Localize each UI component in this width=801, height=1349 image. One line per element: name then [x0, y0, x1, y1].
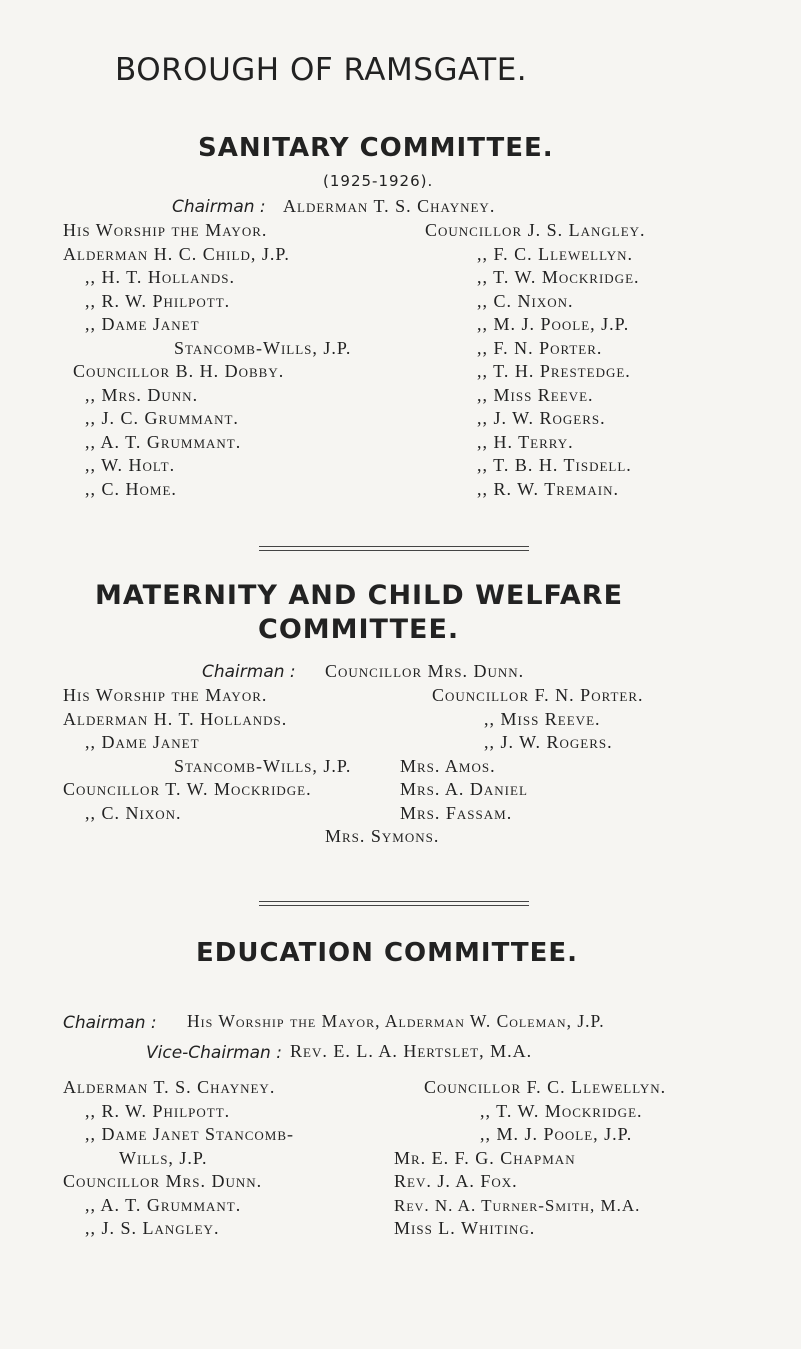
page-title: BOROUGH OF RAMSGATE. [115, 52, 528, 88]
list-item: Councillor T. W. Mockridge. [63, 779, 312, 799]
list-item: ,, J. W. Rogers. [484, 732, 613, 752]
list-item: ,, H. Terry. [477, 431, 574, 452]
maternity-heading-line2: COMMITTEE. [258, 614, 460, 645]
maternity-chair-name: Councillor Mrs. Dunn. [325, 661, 525, 681]
list-item: ,, J. W. Rogers. [477, 408, 606, 428]
list-item: Rev. J. A. Fox. [394, 1171, 518, 1191]
maternity-heading-line1: MATERNITY AND CHILD WELFARE [95, 580, 624, 611]
list-item: ,, C. Nixon. [85, 802, 182, 823]
list-item: ,, Miss Reeve. [484, 708, 601, 729]
list-item: Alderman T. S. Chayney. [63, 1077, 276, 1097]
list-item: Mr. E. F. G. Chapman [394, 1147, 576, 1168]
education-vice-label: Vice-Chairman : [146, 1043, 282, 1063]
maternity-chair-label: Chairman : [202, 662, 296, 682]
list-item: ,, T. W. Mockridge. [480, 1100, 643, 1121]
list-item: Mrs. Fassam. [400, 802, 513, 823]
list-item: ,, J. S. Langley. [85, 1218, 220, 1238]
list-item: ,, Dame Janet Stancomb- [85, 1124, 295, 1144]
list-item: ,, F. N. Porter. [477, 337, 603, 358]
education-chair-label: Chairman : [63, 1013, 157, 1033]
list-item: ,, M. J. Poole, J.P. [480, 1124, 633, 1144]
list-item: ,, W. Holt. [85, 455, 176, 475]
list-item: ,, M. J. Poole, J.P. [477, 314, 630, 334]
sanitary-chair-label: Chairman : [172, 197, 266, 217]
list-item: ,, A. T. Grummant. [85, 1194, 242, 1215]
sanitary-years: (1925-1926). [323, 172, 434, 190]
sanitary-left-list [63, 219, 351, 501]
divider [259, 901, 529, 902]
list-item: Councillor Mrs. Dunn. [63, 1171, 263, 1191]
list-item: ,, A. T. Grummant. [85, 431, 242, 452]
list-item: ,, R. W. Philpott. [85, 290, 231, 311]
list-item: Miss L. Whiting. [394, 1218, 536, 1238]
list-item: ,, T. H. Prestedge. [477, 361, 631, 381]
list-item: His Worship the Mayor. [63, 220, 268, 240]
list-item: His Worship the Mayor. [63, 685, 268, 705]
list-item: Wills, J.P. [119, 1147, 208, 1168]
education-vice-name: Rev. E. L. A. Hertslet, M.A. [290, 1041, 533, 1061]
maternity-right-list [400, 684, 644, 825]
list-item: ,, H. T. Hollands. [85, 267, 235, 287]
list-item: Rev. N. A. Turner-Smith, M.A. [394, 1195, 641, 1215]
list-item: Mrs. Amos. [400, 755, 496, 776]
divider [259, 905, 529, 906]
sanitary-heading: SANITARY COMMITTEE. [198, 133, 554, 163]
list-item: Councillor J. S. Langley. [425, 220, 646, 240]
list-item: ,, Dame Janet [85, 732, 200, 752]
list-item: ,, J. C. Grummant. [85, 408, 239, 428]
list-item: Alderman H. C. Child, J.P. [63, 243, 290, 264]
list-item: ,, R. W. Tremain. [477, 478, 619, 499]
list-item: ,, T. B. H. Tisdell. [477, 455, 632, 475]
list-item: Councillor F. C. Llewellyn. [424, 1077, 667, 1097]
list-item: Mrs. A. Daniel [400, 779, 528, 799]
list-item: ,, Dame Janet [85, 314, 200, 334]
list-item: Stancomb-Wills, J.P. [174, 755, 352, 776]
list-item: Councillor B. H. Dobby. [73, 361, 285, 381]
education-left-list [63, 1076, 294, 1241]
list-item: Alderman H. T. Hollands. [63, 708, 288, 729]
list-item: ,, Miss Reeve. [477, 384, 594, 405]
divider [259, 550, 529, 551]
sanitary-chair-name: Alderman T. S. Chayney. [283, 196, 496, 216]
list-item: Stancomb-Wills, J.P. [174, 337, 352, 358]
education-heading: EDUCATION COMMITTEE. [196, 938, 579, 968]
list-item: ,, R. W. Philpott. [85, 1100, 231, 1121]
list-item: ,, C. Home. [85, 478, 177, 499]
sanitary-right-list [425, 219, 646, 501]
list-item: Councillor F. N. Porter. [432, 685, 644, 705]
maternity-left-list [63, 684, 351, 825]
list-item: ,, F. C. Llewellyn. [477, 243, 634, 264]
list-item: ,, T. W. Mockridge. [477, 267, 640, 287]
maternity-last-member: Mrs. Symons. [325, 826, 440, 846]
education-chair-name: His Worship the Mayor, Alderman W. Coleman, J.P. [187, 1011, 605, 1031]
list-item: ,, C. Nixon. [477, 290, 574, 311]
education-right-list [394, 1076, 667, 1241]
divider [259, 546, 529, 547]
list-item: ,, Mrs. Dunn. [85, 384, 199, 405]
